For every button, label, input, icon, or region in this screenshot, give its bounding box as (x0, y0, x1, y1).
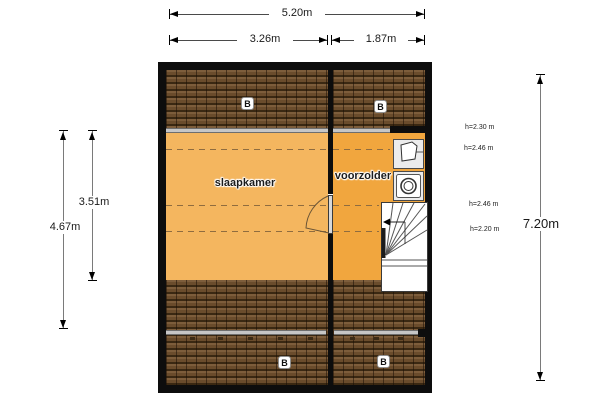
arrowhead-down-icon (537, 372, 543, 380)
arrowhead-up-icon (60, 132, 66, 140)
roof-area-top-right (333, 70, 425, 128)
dim-label-height-total: 7.20m (511, 217, 571, 231)
gutter-bottom-right (334, 330, 418, 335)
room-label-landing: voorzolder (334, 170, 392, 182)
kneewall-tick (278, 337, 283, 340)
partition-wall-lower (328, 234, 333, 385)
dim-label-width-right: 1.87m (354, 33, 408, 46)
ceiling-height-annotation: h=2.46 m (464, 145, 494, 152)
arrowhead-right-icon (416, 11, 424, 17)
stairs (381, 202, 428, 292)
niche-wall-segment (390, 126, 425, 133)
kneewall-tick (190, 337, 195, 340)
dim-tick (424, 9, 425, 19)
height-contour-line (333, 231, 379, 232)
arrowhead-left-icon (170, 11, 178, 17)
room-label-bedroom: slaapkamer (214, 177, 276, 189)
dim-label-width-left: 3.26m (237, 33, 293, 46)
dim-label-width-total: 5.20m (269, 7, 325, 20)
dim-tick (424, 35, 425, 45)
plan-interior (166, 70, 425, 385)
height-contour-line (333, 149, 390, 150)
arrowhead-down-icon (89, 272, 95, 280)
kneewall-tick (218, 337, 223, 340)
roof-badge-top-left: B (241, 97, 254, 110)
dim-label-depth-inner: 3.51m (67, 196, 121, 209)
kneewall-tick (350, 337, 355, 340)
arrowhead-up-icon (89, 132, 95, 140)
dim-label-depth-outer: 4.67m (38, 221, 92, 234)
dim-tick (536, 380, 545, 381)
arrowhead-left-icon (170, 37, 178, 43)
height-contour-line (333, 205, 379, 206)
gutter-end-cap (418, 329, 425, 337)
kneewall-tick (308, 337, 313, 340)
arrowhead-right-icon (319, 37, 327, 43)
dim-tick (88, 280, 97, 281)
roof-badge-bottom-right: B (377, 355, 390, 368)
arrowhead-down-icon (60, 320, 66, 328)
roof-badge-bottom-left: B (278, 356, 291, 369)
gutter-bottom-left (166, 330, 326, 335)
dim-tick (59, 328, 68, 329)
arrowhead-left-icon (332, 37, 340, 43)
stair-newel (382, 228, 386, 258)
dim-tick (327, 35, 328, 45)
kneewall-tick (374, 337, 379, 340)
ceiling-height-annotation: h=2.30 m (465, 124, 495, 131)
roof-badge-top-right: B (374, 100, 387, 113)
height-contour-line (166, 149, 328, 150)
kneewall-tick (248, 337, 253, 340)
ceiling-height-annotation: h=2.46 m (469, 201, 499, 208)
door-swing-arc-icon (302, 194, 330, 236)
arrowhead-right-icon (416, 37, 424, 43)
arrowhead-up-icon (537, 76, 543, 84)
exterior-wall (158, 62, 432, 393)
ceiling-height-annotation: h=2.20 m (470, 226, 500, 233)
sink-icon (393, 139, 424, 169)
kneewall-tick (398, 337, 403, 340)
